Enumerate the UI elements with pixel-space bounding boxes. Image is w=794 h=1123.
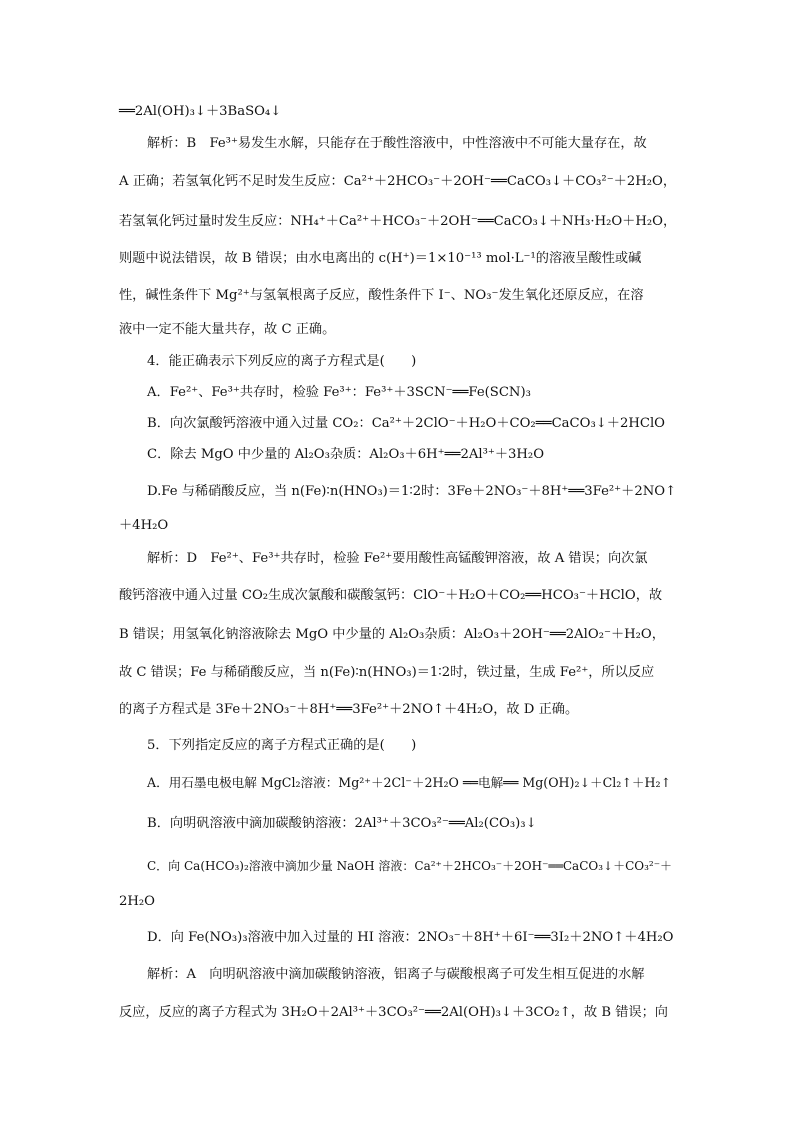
text-line: 解析：D Fe²⁺、Fe³⁺共存时，检验 Fe²⁺要用酸性高锰酸钾溶液，故 A 错误；向次氯 [147, 551, 648, 566]
option-line: C．向 Ca(HCO₃)₂溶液中滴加少量 NaOH 溶液：Ca²⁺＋2HCO₃⁻＋2OH⁻══CaCO₃↓＋CO₃²⁻＋ [147, 859, 673, 873]
text-line: 则题中说法错误，故 B 错误；由水电离出的 c(H⁺)＝1×10⁻¹³ mol·L⁻¹的溶液呈酸性或碱 [119, 251, 642, 266]
question-4: 4．能正确表示下列反应的离子方程式是( ) [147, 354, 417, 369]
option-line: C．除去 MgO 中少量的 Al₂O₃杂质：Al₂O₃＋6H⁺══2Al³⁺＋3H₂O [147, 447, 545, 462]
text-line: 2H₂O [119, 894, 155, 909]
text-line: 液中一定不能大量共存，故 C 正确。 [119, 322, 336, 337]
option-line: D.Fe 与稀硝酸反应，当 n(Fe)∶n(HNO₃)＝1∶2时：3Fe＋2NO₃⁻＋8H⁺══3Fe²⁺＋2NO↑ [147, 484, 677, 499]
text-line: ══2Al(OH)₃↓＋3BaSO₄↓ [119, 104, 282, 119]
text-line: 的离子方程式是 3Fe＋2NO₃⁻＋8H⁺══3Fe²⁺＋2NO↑＋4H₂O，故 D 正确。 [119, 702, 579, 717]
text-line: 解析：B Fe³⁺易发生水解，只能存在于酸性溶液中，中性溶液中不可能大量存在，故 [147, 136, 647, 151]
text-line: 若氢氧化钙过量时发生反应：NH₄⁺＋Ca²⁺＋HCO₃⁻＋2OH⁻══CaCO₃↓＋NH₃·H₂O＋H₂O， [119, 214, 677, 229]
text-line: A 正确；若氢氧化钙不足时发生反应：Ca²⁺＋2HCO₃⁻＋2OH⁻══CaCO₃↓＋CO₃²⁻＋2H₂O， [119, 174, 677, 189]
question-5: 5．下列指定反应的离子方程式正确的是( ) [147, 738, 417, 753]
text-line: 酸钙溶液中通入过量 CO₂生成次氯酸和碳酸氢钙：ClO⁻＋H₂O＋CO₂══HCO₃⁻＋HClO，故 [119, 588, 663, 603]
option-line: A．Fe²⁺、Fe³⁺共存时，检验 Fe³⁺：Fe³⁺＋3SCN⁻══Fe(SCN)₃ [147, 385, 531, 400]
text-line: 故 C 错误；Fe 与稀硝酸反应，当 n(Fe)∶n(HNO₃)＝1∶2时，铁过量，生成 Fe²⁺，所以反应 [119, 665, 655, 680]
text-line: ＋4H₂O [119, 518, 169, 533]
text-line: 性，碱性条件下 Mg²⁺与氢氧根离子反应，酸性条件下 I⁻、NO₃⁻发生氧化还原反应，在溶 [119, 288, 644, 303]
text-line: B 错误；用氢氧化钠溶液除去 MgO 中少量的 Al₂O₃杂质：Al₂O₃＋2OH⁻══2AlO₂⁻＋H₂O， [119, 627, 665, 642]
text-line: 反应，反应的离子方程式为 3H₂O＋2Al³⁺＋3CO₃²⁻══2Al(OH)₃↓＋3CO₂↑，故 B 错误；向 [119, 1005, 668, 1020]
option-line: B．向次氯酸钙溶液中通入过量 CO₂：Ca²⁺＋2ClO⁻＋H₂O＋CO₂══CaCO₃↓＋2HClO [147, 416, 665, 431]
option-line: B．向明矾溶液中滴加碳酸钠溶液：2Al³⁺＋3CO₃²⁻══Al₂(CO₃)₃↓ [147, 816, 537, 831]
text-line: 解析：A 向明矾溶液中滴加碳酸钠溶液，铝离子与碳酸根离子可发生相互促进的水解 [147, 967, 645, 982]
option-line: A．用石墨电极电解 MgCl₂溶液：Mg²⁺＋2Cl⁻＋2H₂O ══电解══ Mg(OH)₂↓＋Cl₂↑＋H₂↑ [147, 775, 672, 790]
option-line: D．向 Fe(NO₃)₃溶液中加入过量的 HI 溶液：2NO₃⁻＋8H⁺＋6I⁻══3I₂＋2NO↑＋4H₂O [147, 930, 674, 945]
